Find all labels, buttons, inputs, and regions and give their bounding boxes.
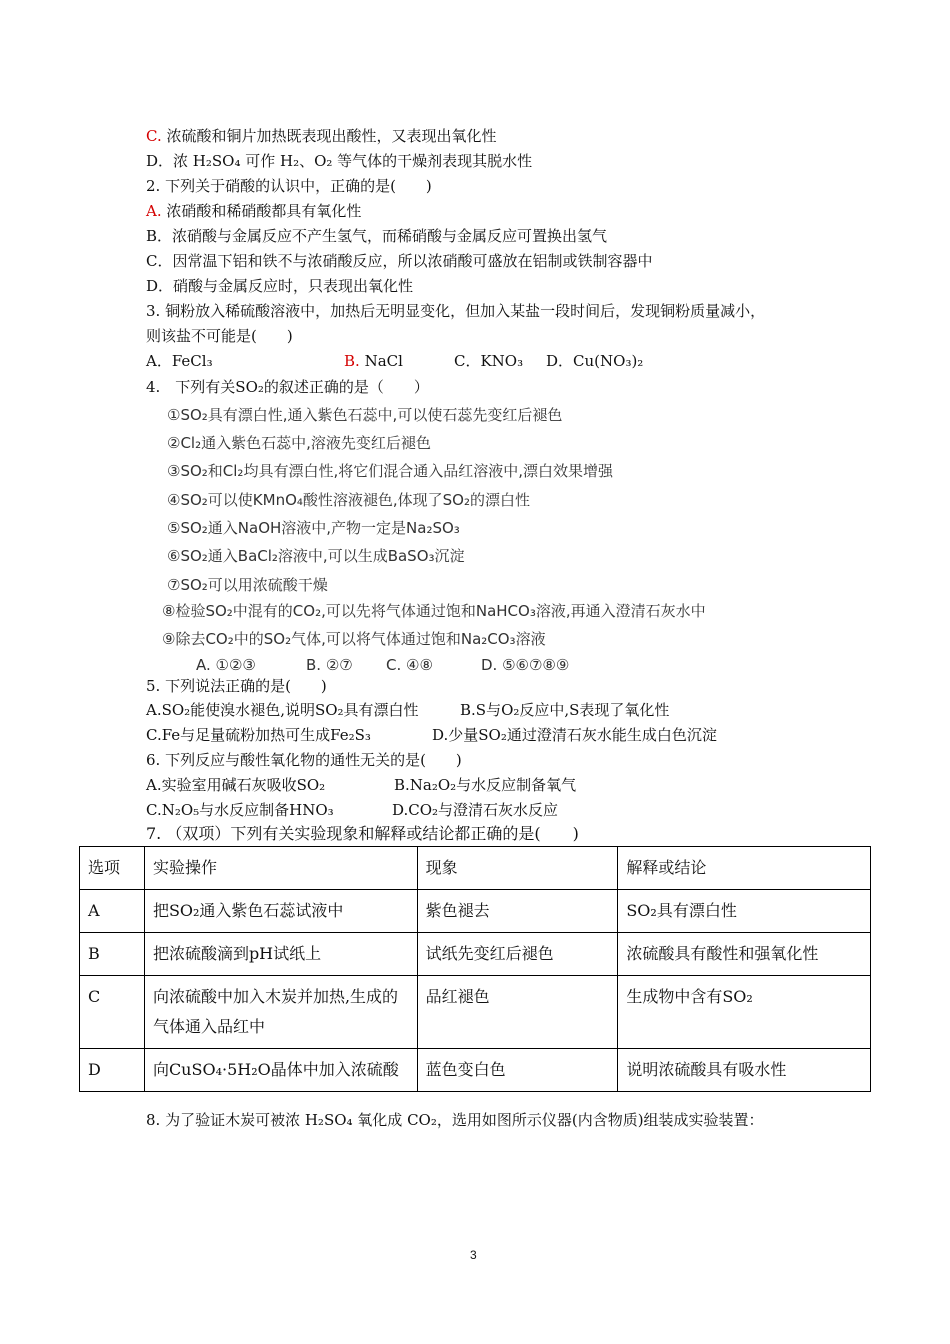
q4-item-6: ⑥SO₂通入BaCl₂溶液中,可以生成BaSO₃沉淀	[167, 547, 465, 565]
table-header-cell: 现象	[417, 847, 618, 890]
q4-item-1: ①SO₂具有漂白性,通入紫色石蕊中,可以使石蕊先变红后褪色	[167, 406, 563, 424]
table-row	[80, 890, 871, 933]
table-row	[80, 976, 871, 1049]
q2-option-a	[146, 201, 361, 221]
q4-option-b: B. ②⑦	[306, 656, 353, 674]
q1-c-label: C.	[146, 127, 162, 145]
table-cell: C	[80, 976, 145, 1049]
q6-option-b: B.Na₂O₂与水反应制备氧气	[394, 776, 577, 794]
q5-option-b: B.S与O₂反应中,S表现了氧化性	[460, 701, 670, 719]
q2-option-d: D．硝酸与金属反应时，只表现出氧化性	[146, 277, 414, 295]
table-cell: 蓝色变白色	[417, 1049, 618, 1092]
q1-option-c	[146, 126, 497, 146]
q4-option-c: C. ④⑧	[386, 656, 433, 674]
q1-option-d: D．浓 H₂SO₄ 可作 H₂、O₂ 等气体的干燥剂表现其脱水性	[146, 152, 533, 170]
table-header-cell: 解释或结论	[618, 847, 871, 890]
table-cell: 说明浓硫酸具有吸水性	[618, 1049, 871, 1092]
q3-b-label: B.	[344, 352, 360, 370]
q7-stem: 7. （双项）下列有关实验现象和解释或结论都正确的是( )	[146, 824, 579, 843]
q4-item-2: ②Cl₂通入紫色石蕊中,溶液先变红后褪色	[167, 434, 431, 452]
q7-table	[79, 846, 871, 1092]
q4-item-7: ⑦SO₂可以用浓硫酸干燥	[167, 576, 328, 594]
q4-option-a: A. ①②③	[196, 656, 256, 674]
q2-a-label: A.	[146, 202, 162, 220]
table-cell: 紫色褪去	[417, 890, 618, 933]
q5-option-a: A.SO₂能使溴水褪色,说明SO₂具有漂白性	[146, 701, 419, 719]
q2-a-text: 浓硝酸和稀硝酸都具有氧化性	[166, 202, 362, 220]
page-number: 3	[470, 1248, 477, 1262]
table-cell: SO₂具有漂白性	[618, 890, 871, 933]
table-cell: 把浓硫酸滴到pH试纸上	[144, 933, 417, 976]
table-cell: 浓硫酸具有酸性和强氧化性	[618, 933, 871, 976]
q4-item-4: ④SO₂可以使KMnO₄酸性溶液褪色,体现了SO₂的漂白性	[167, 491, 531, 509]
q4-item-5: ⑤SO₂通入NaOH溶液中,产物一定是Na₂SO₃	[167, 519, 460, 537]
q3-b-text: NaCl	[364, 352, 403, 370]
table-cell: A	[80, 890, 145, 933]
q1-c-text: 浓硫酸和铜片加热既表现出酸性，又表现出氧化性	[166, 127, 497, 145]
q2-stem: 2. 下列关于硝酸的认识中，正确的是( )	[146, 177, 432, 195]
q3-option-a: A．FeCl₃	[146, 352, 213, 370]
q4-item-9: ⑨除去CO₂中的SO₂气体,可以将气体通过饱和Na₂CO₃溶液	[162, 630, 546, 648]
q2-option-b: B．浓硝酸与金属反应不产生氢气，而稀硝酸与金属反应可置换出氢气	[146, 227, 608, 245]
q5-option-d: D.少量SO₂通过澄清石灰水能生成白色沉淀	[432, 726, 717, 744]
table-cell: 品红褪色	[417, 976, 618, 1049]
q5-stem: 5. 下列说法正确的是( )	[146, 677, 327, 695]
q6-option-a: A.实验室用碱石灰吸收SO₂	[146, 776, 326, 794]
q3-option-c: C．KNO₃	[454, 352, 524, 370]
table-cell: 试纸先变红后褪色	[417, 933, 618, 976]
q5-option-c: C.Fe与足量硫粉加热可生成Fe₂S₃	[146, 726, 371, 744]
table-cell: 向CuSO₄·5H₂O晶体中加入浓硫酸	[144, 1049, 417, 1092]
q4-option-d: D. ⑤⑥⑦⑧⑨	[481, 656, 570, 674]
q8-stem: 8. 为了验证木炭可被浓 H₂SO₄ 氧化成 CO₂，选用如图所示仪器(内含物质)组装成实验装置：	[146, 1111, 764, 1129]
q4-item-8: ⑧检验SO₂中混有的CO₂,可以先将气体通过饱和NaHCO₃溶液,再通入澄清石灰水中	[162, 602, 706, 620]
table-row	[80, 933, 871, 976]
table-cell: D	[80, 1049, 145, 1092]
q2-option-c: C．因常温下铝和铁不与浓硝酸反应，所以浓硝酸可盛放在铝制或铁制容器中	[146, 252, 653, 270]
table-header-cell: 实验操作	[144, 847, 417, 890]
table-cell: B	[80, 933, 145, 976]
table-cell: 把SO₂通入紫色石蕊试液中	[144, 890, 417, 933]
table-row	[80, 1049, 871, 1092]
q3-option-b	[344, 351, 403, 371]
q6-stem: 6. 下列反应与酸性氧化物的通性无关的是( )	[146, 751, 462, 769]
table-header-row	[80, 847, 871, 890]
q4-stem: 4. 下列有关SO₂的叙述正确的是（ ）	[146, 378, 429, 396]
q6-option-c: C.N₂O₅与水反应制备HNO₃	[146, 801, 334, 819]
table-cell: 向浓硫酸中加入木炭并加热,生成的气体通入品红中	[144, 976, 417, 1049]
table-cell: 生成物中含有SO₂	[618, 976, 871, 1049]
q3-option-d: D．Cu(NO₃)₂	[546, 352, 644, 370]
q3-stem-line1: 3. 铜粉放入稀硫酸溶液中，加热后无明显变化，但加入某盐一段时间后，发现铜粉质量减小，	[146, 302, 766, 320]
q4-item-3: ③SO₂和Cl₂均具有漂白性,将它们混合通入品红溶液中,漂白效果增强	[167, 462, 613, 480]
q3-stem-line2: 则该盐不可能是( )	[146, 327, 293, 345]
q6-option-d: D.CO₂与澄清石灰水反应	[392, 801, 559, 819]
table-header-cell: 选项	[80, 847, 145, 890]
